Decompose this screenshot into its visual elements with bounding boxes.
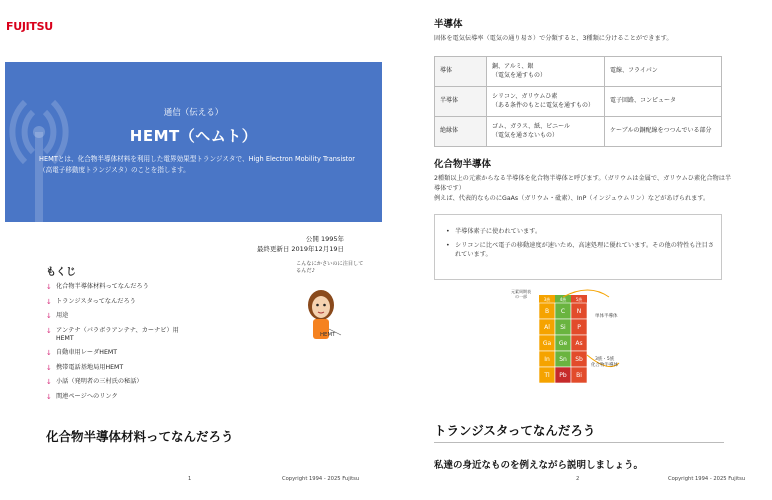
table-of-contents xyxy=(46,283,246,407)
toc-item[interactable]: ↓ トランジスタってなんだろう xyxy=(46,297,136,306)
column-3: 3族 xyxy=(543,297,551,302)
note-item: • シリコンに比べ電子の移動速度が速いため、高速処理に優れています。その他の特性も注目されています。 xyxy=(445,241,715,259)
hero-banner xyxy=(5,62,382,222)
paragraph-semiconductor: 固体を電気伝導率（電気の通り易さ）で分類すると、3種類に分けることができます。 xyxy=(434,35,673,42)
element-symbol: Bi xyxy=(576,372,582,379)
heading-compound-semiconductor: 化合物半導体 xyxy=(434,159,492,170)
paragraph-compound-1: 2種類以上の元素からなる半導体を化合物半導体と呼びます。（ガリウムは金属で、ガリウムひ素化合物は半導体です） xyxy=(434,175,732,192)
element-symbol: As xyxy=(575,340,583,347)
arrow-down-icon: ↓ xyxy=(46,363,52,372)
paragraph-compound-2: 例えば、代表的なものにGaAs（ガリウム・砒素）、InP（インジュウムリン）などがあげられます。 xyxy=(434,195,710,202)
element-symbol: In xyxy=(544,356,550,363)
table-row xyxy=(435,87,722,117)
element-symbol: Sb xyxy=(575,356,583,363)
table-cell: 銅、アルミ、銀 （電気を通すもの） xyxy=(487,57,605,87)
element-symbol: Ge xyxy=(558,340,568,347)
toc-item[interactable]: ↓ 携帯電話基地局用HEMT xyxy=(46,363,124,372)
element-symbol: Sn xyxy=(559,356,567,363)
table-cell: 半導体 xyxy=(435,87,487,117)
toc-item[interactable]: ↓ 用途 xyxy=(46,312,69,320)
arrow-down-icon: ↓ xyxy=(46,283,52,291)
toc-item[interactable]: ↓ アンテナ（パラボラアンテナ、カーナビ）用HEMT xyxy=(46,326,179,342)
element-symbol: Al xyxy=(544,324,550,331)
element-symbol: B xyxy=(544,308,550,315)
arrow-down-icon: ↓ xyxy=(46,378,52,386)
toc-item[interactable]: ↓ 関連ページへのリンク xyxy=(46,392,118,401)
table-cell: シリコン、ガリウムひ素 （ある条件のもとに電気を通すもの） xyxy=(487,87,605,117)
section-heading: トランジスタってなんだろう xyxy=(434,423,596,438)
note-item: • 半導体素子に使われています。 xyxy=(445,227,715,236)
arrow-down-icon: ↓ xyxy=(46,349,52,357)
page-number: 1 xyxy=(188,476,192,482)
updated-date: 最終更新日 2019年12月19日 xyxy=(256,245,344,253)
copyright: Copyright 1994 - 2025 Fujitsu xyxy=(282,476,360,482)
note-list xyxy=(445,227,715,264)
hero-kicker: 通信（伝える） xyxy=(163,108,224,118)
column-5: 5族 xyxy=(575,297,583,302)
hero-description: HEMTとは、化合物半導体材料を利用した電界効果型トランジスタで、High Electron Mobility Transistor（高電子移動度トランジスタ）のことを指します。 xyxy=(39,155,355,174)
element-symbol: Tl xyxy=(544,372,550,379)
element-symbol: Pb xyxy=(559,372,567,379)
page-number: 2 xyxy=(576,476,580,482)
label-compound-semiconductor: 3族・5族化合物半導体 xyxy=(591,357,618,368)
table-cell: ケーブルの銅配線をつつんでいる部分 xyxy=(605,117,722,147)
label-periodic-top: 元素周期表の一部 xyxy=(511,289,531,299)
note-box xyxy=(434,214,722,280)
label-single-semiconductor: 単体半導体 xyxy=(595,314,618,319)
toc-item[interactable]: ↓ 自動車用レーダHEMT xyxy=(46,349,117,357)
periodic-table-diagram xyxy=(509,285,649,385)
table-cell: ゴム、ガラス、紙、ビニール （電気を通さないもの） xyxy=(487,117,605,147)
toc-item[interactable]: ↓ 小話（発明者の三村氏の秘話） xyxy=(46,378,143,386)
element-symbol: P xyxy=(577,324,581,331)
character-caption: こんなにかさいのに注目してるんだ♪ xyxy=(296,261,364,274)
page-title: HEMT（ヘムト） xyxy=(129,127,258,145)
column-4: 4族 xyxy=(559,297,567,302)
table-row xyxy=(435,57,722,87)
sub-heading: 私達の身近なものを例えながら説明しましょう。 xyxy=(434,460,644,471)
arrow-down-icon: ↓ xyxy=(46,392,52,401)
fujitsu-logo: FUJITSU xyxy=(6,20,53,33)
document-page-2 xyxy=(386,0,772,500)
published-date: 公開 1995年 xyxy=(305,235,344,243)
character-label: HEMT xyxy=(320,332,336,338)
element-symbol: C xyxy=(560,308,566,315)
table-cell: 電線、フライパン xyxy=(605,57,722,87)
divider xyxy=(434,442,724,443)
element-symbol: Ga xyxy=(542,340,552,347)
table-cell: 電子回路、コンピュータ xyxy=(605,87,722,117)
arrow-down-icon: ↓ xyxy=(46,297,52,306)
copyright: Copyright 1994 - 2025 Fujitsu xyxy=(668,476,746,482)
arrow-down-icon: ↓ xyxy=(46,326,52,335)
toc-item[interactable]: ↓ 化合物半導体材料ってなんだろう xyxy=(46,283,149,291)
arrow-down-icon: ↓ xyxy=(46,312,52,320)
heading-semiconductor: 半導体 xyxy=(434,19,463,30)
element-symbol: Si xyxy=(560,324,566,331)
element-symbol: N xyxy=(576,308,582,315)
table-row xyxy=(435,117,722,147)
antenna-icon xyxy=(5,72,125,222)
table-cell: 絶縁体 xyxy=(435,117,487,147)
table-cell: 導体 xyxy=(435,57,487,87)
toc-heading: もくじ xyxy=(46,267,76,278)
section-heading: 化合物半導体材料ってなんだろう xyxy=(46,429,234,444)
conductivity-table xyxy=(434,56,722,147)
